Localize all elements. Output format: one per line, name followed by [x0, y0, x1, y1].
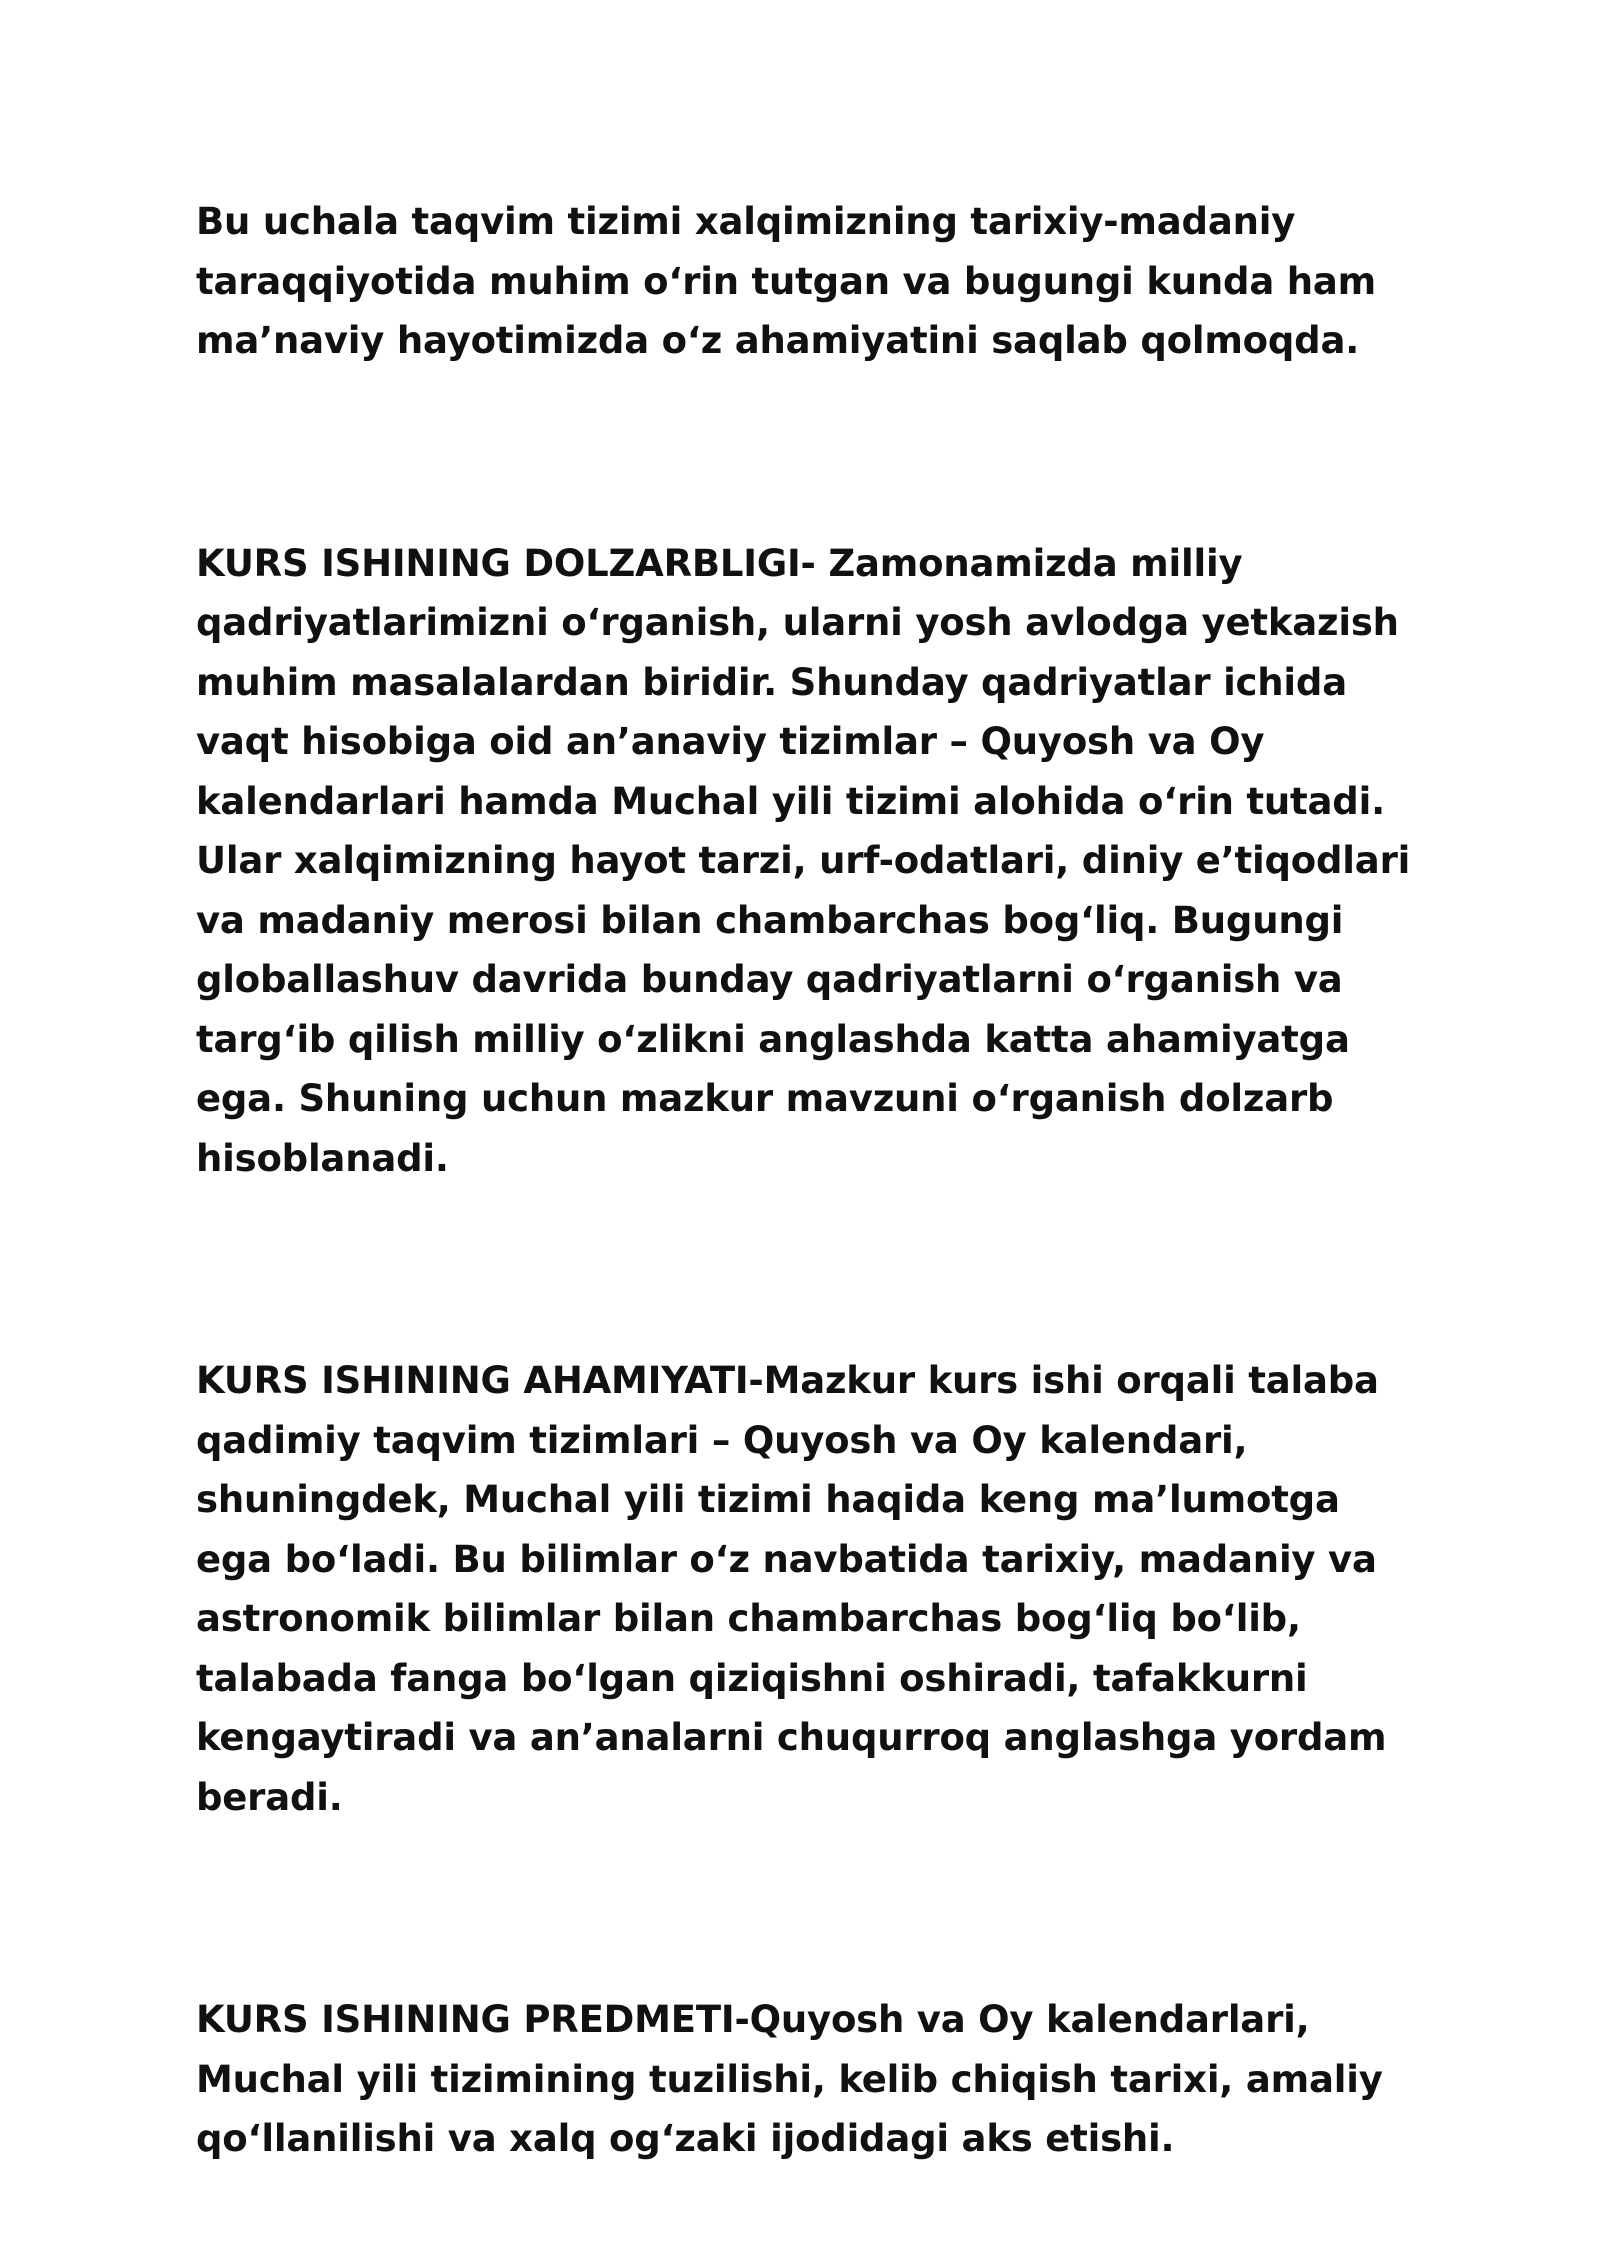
paragraph-spacer — [196, 371, 1426, 534]
paragraph-ahamiyati: KURS ISHINING AHAMIYATI-Mazkur kurs ishi orqali talaba qadimiy taqvim tizimlari – Quyosh va Oy kalendari, shuningdek, Muchal yili tizimi haqida keng ma’lumotga ega bo‘ladi. Bu bilimlar o‘z navbatida tarixiy, madaniy va astronomik bilimlar bilan chambarchas bog‘liq bo‘lib, talabada fanga bo‘lgan qiziqishni oshiradi, tafakkurni kengaytiradi va an’analarni chuqurroq anglashga yordam beradi. — [196, 1359, 1387, 1819]
paragraph-intro: Bu uchala taqvim tizimi xalqimizning tarixiy-madaniy taraqqiyotida muhim o‘rin tutgan va bugungi kunda ham ma’naviy hayotimizda o‘z ahamiyatini saqlab qolmoqda. — [196, 200, 1377, 362]
paragraph-predmeti: KURS ISHINING PREDMETI-Quyosh va Oy kalendarlari, Muchal yili tizimining tuzilishi, kelib chiqish tarixi, amaliy qo‘llanilishi va xalq og‘zaki ijodidagi aks etishi. — [196, 1998, 1383, 2160]
paragraph-spacer — [196, 1188, 1426, 1351]
document-body — [196, 192, 1426, 2169]
paragraph-dolzarbligi: KURS ISHINING DOLZARBLIGI- Zamonamizda milliy qadriyatlarimizni o‘rganish, ularni yosh avlodga yetkazish muhim masalalardan biridir. Shunday qadriyatlar ichida vaqt hisobiga oid an’anaviy tizimlar – Quyosh va Oy kalendarlari hamda Muchal yili tizimi alohida o‘rin tutadi. Ular xalqimizning hayot tarzi, urf-odatlari, diniy e’tiqodlari va madaniy merosi bilan chambarchas bog‘liq. Bugungi globallashuv davrida bunday qadriyatlarni o‘rganish va targ‘ib qilish milliy o‘zlikni anglashda katta ahamiyatga ega. Shuning uchun mazkur mavzuni o‘rganish dolzarb hisoblanadi. — [196, 541, 1411, 1180]
paragraph-spacer — [196, 1827, 1426, 1990]
